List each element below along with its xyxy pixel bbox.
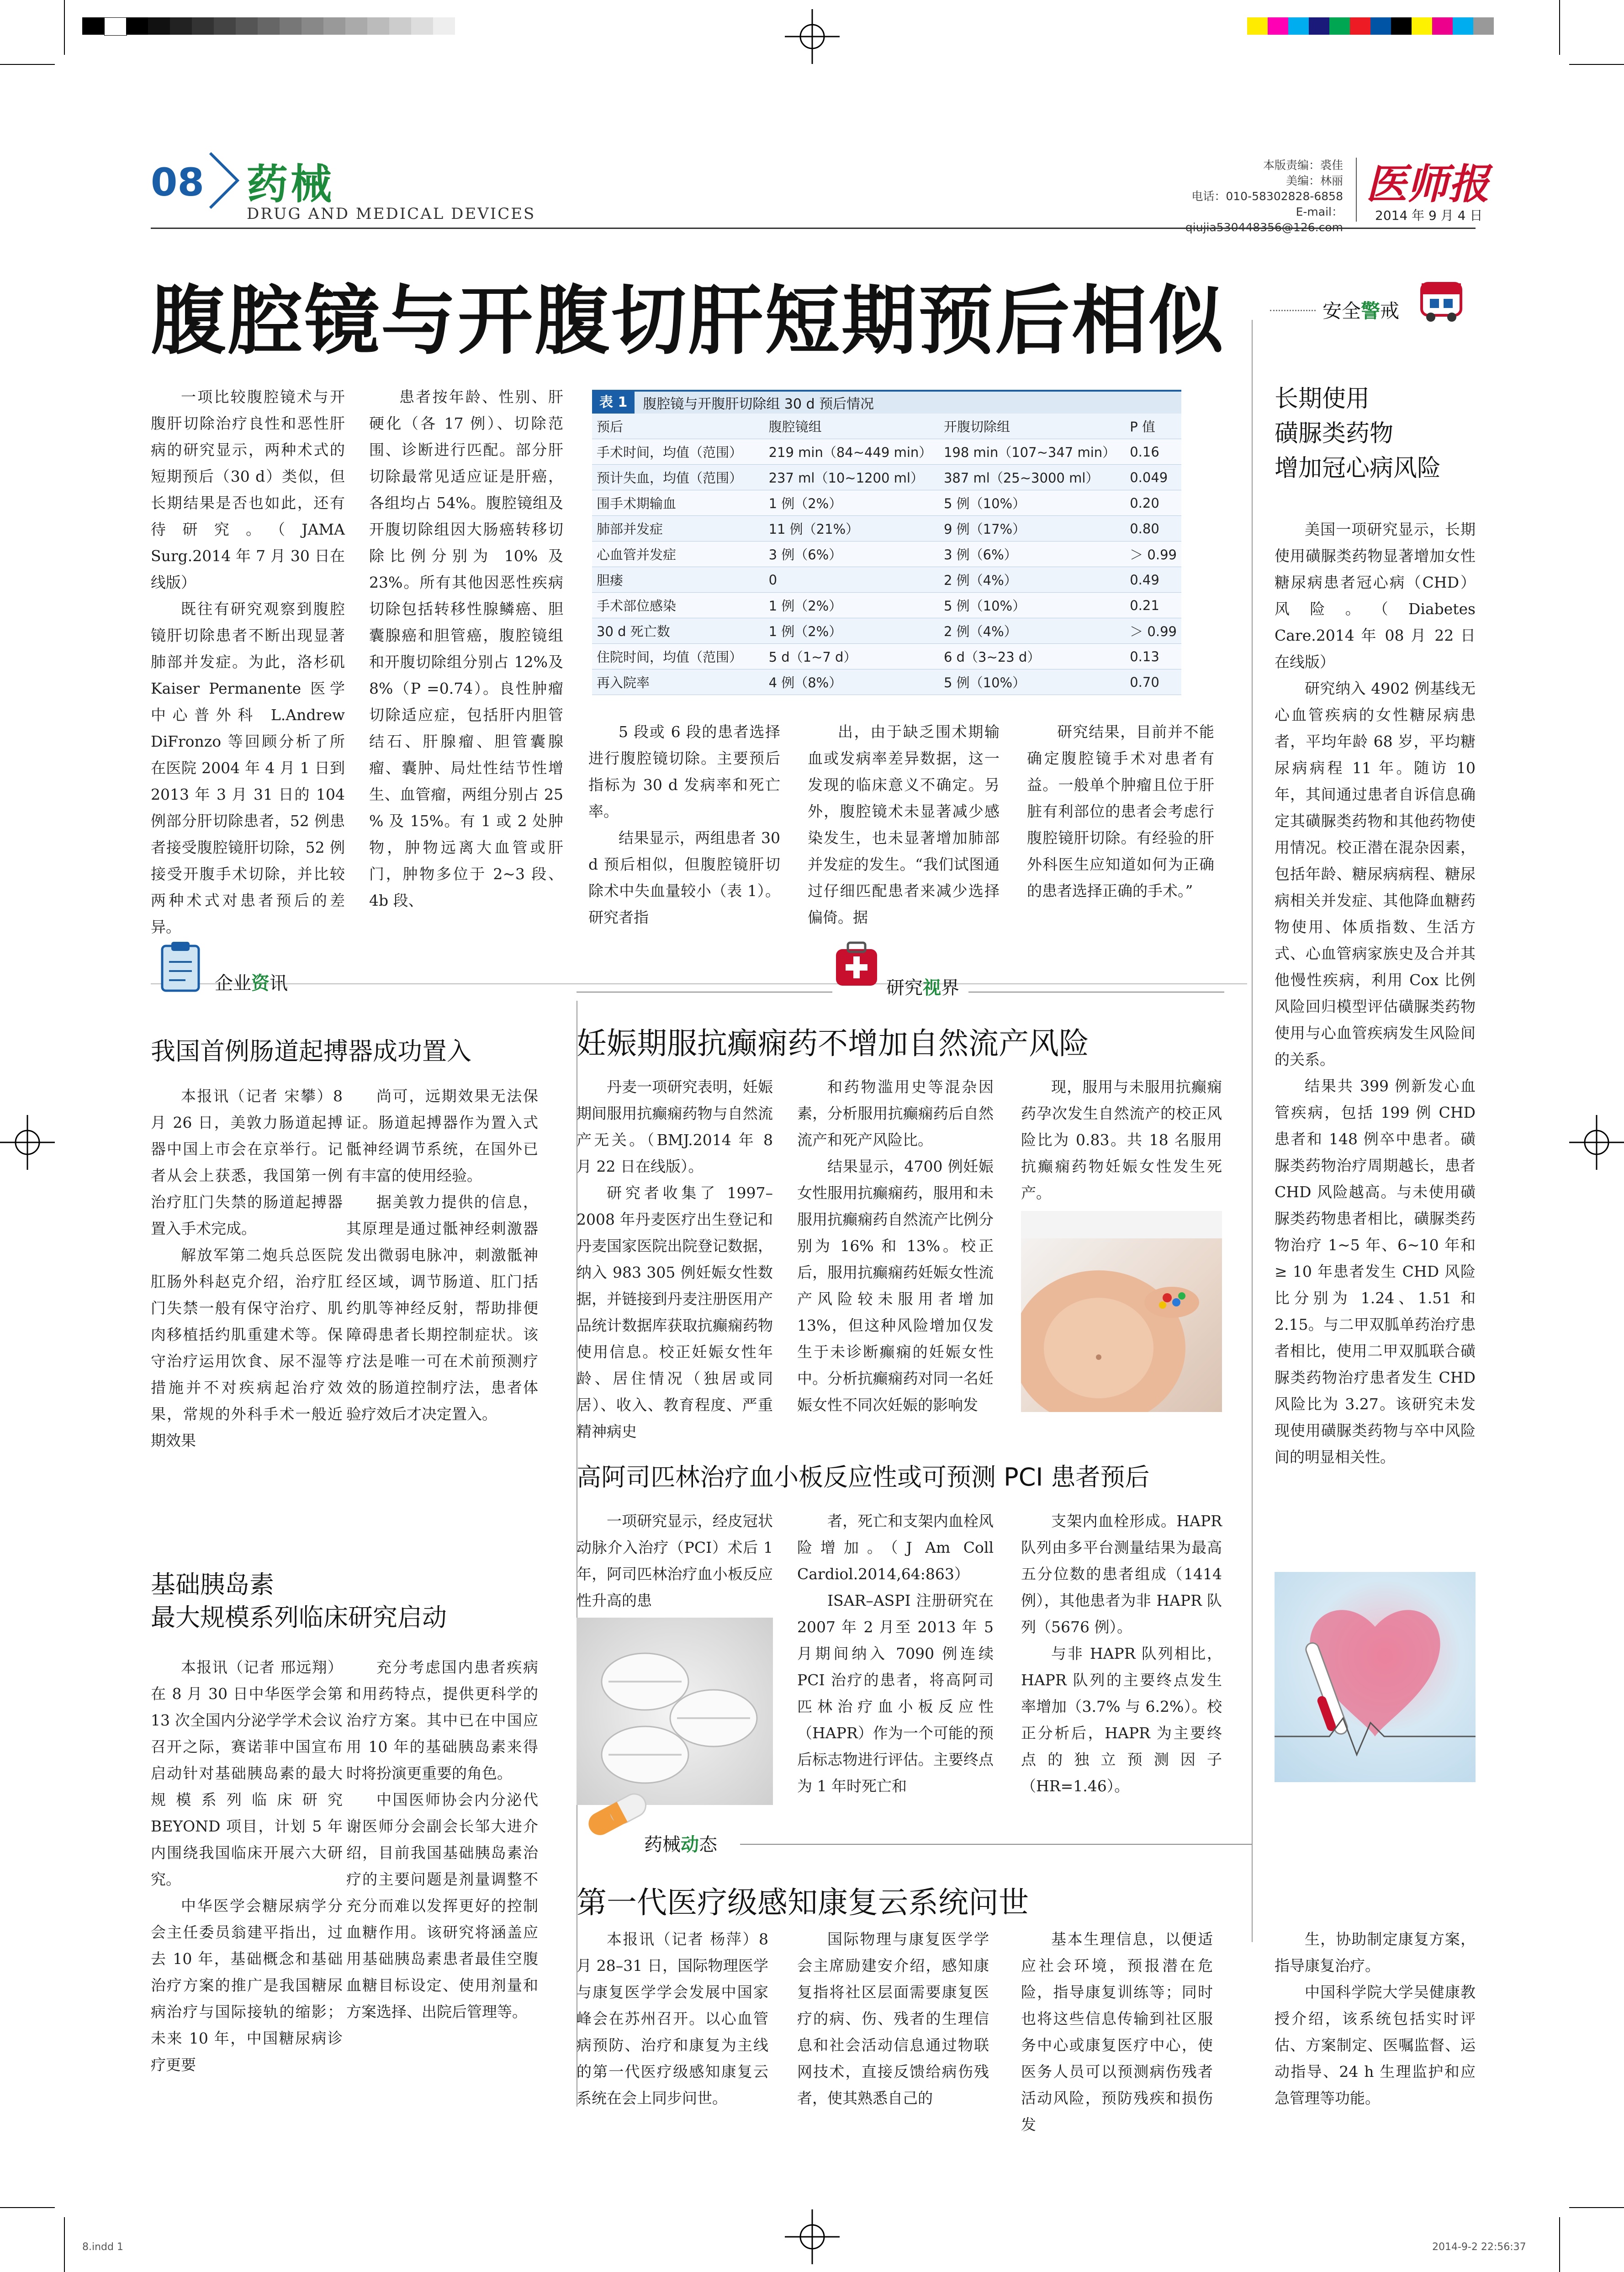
- table-row: [592, 567, 1181, 593]
- table-cell: 0.049: [1125, 465, 1181, 490]
- email-contact: E-mail：qiujia530448356@126.com: [1185, 205, 1343, 234]
- registration-mark-icon: [785, 9, 840, 64]
- aspirin-photo: [577, 1618, 773, 1805]
- main-paragraph: 5 段或 6 段的患者选择进行腹腔镜切除。主要预后指标为 30 d 发病率和死亡率。: [588, 723, 780, 820]
- enterprise-headline-1: 我国首例肠道起搏器成功置入: [151, 1037, 471, 1066]
- main-column-3: [588, 719, 780, 931]
- devices-headline: 第一代医疗级感知康复云系统问世: [577, 1885, 1029, 1920]
- heart-illustration: [1275, 1572, 1476, 1782]
- main-paragraph: 出，由于缺乏围术期输血或发病率差异数据，这一发现的临床意义不确定。另外，腹腔镜术未显著减少感染发生，也未显著增加肺部并发症的发生。“我们试图通过仔细匹配患者来减少选择偏倚。据: [808, 723, 1000, 926]
- news-paragraph: 本报讯（记者 邢远翔）在 8 月 30 日中华医学会第 13 次全国内分泌学学术会议召开之际，赛诺菲中国宣布启动针对基础胰岛素的最大规模系列临床研究 BEYOND 项目，计划 5 年内围绕我国临床开展六大研究。: [151, 1658, 343, 1888]
- phone-contact: 电话：010-58302828-6858: [1191, 190, 1343, 203]
- editor-credit: 本版责编：裘佳: [1263, 159, 1343, 172]
- table-cell: 0: [764, 567, 939, 593]
- research-paragraph: 研究者收集了 1997–2008 年丹麦医疗出生登记和丹麦国家医院出院登记数据，纳入 983 305 例妊娠女性数据，并链接到丹麦注册医用产品统计数据库获取抗癫痫药物使用信息。校正妊娠女性年龄、居住情况（独居或同居）、收入、教育程度、严重精神病史: [577, 1184, 773, 1440]
- enterprise-label: [215, 969, 288, 995]
- table-cell: 5 例（10%）: [939, 490, 1125, 516]
- table-title: 腹腔镜与开腹肝切除组 30 d 预后情况: [643, 396, 874, 412]
- table-cell: 心血管并发症: [592, 541, 764, 567]
- label-text: 戒: [1380, 300, 1400, 322]
- registration-mark-icon: [1569, 1115, 1624, 1170]
- table-cell: 387 ml（25~3000 ml）: [939, 465, 1125, 490]
- table-row: [592, 465, 1181, 490]
- safety-label: [1322, 296, 1399, 324]
- table-cell: ＞ 0.99: [1125, 618, 1181, 644]
- research-story1-col1: [577, 1074, 773, 1445]
- label-accent: 资: [251, 973, 270, 994]
- crop-mark: [1559, 2217, 1560, 2272]
- footer-timestamp: 2014-9-2 22:56:37: [1432, 2241, 1526, 2253]
- table-cell: 2 例（4%）: [939, 567, 1125, 593]
- table-cell: 198 min（107~347 min）: [939, 439, 1125, 465]
- table-cell: 1 例（2%）: [764, 593, 939, 618]
- label-accent: 动: [681, 1834, 699, 1855]
- table-cell: 5 例（10%）: [939, 669, 1125, 695]
- headline-line: 最大规模系列临床研究启动: [151, 1603, 447, 1632]
- ambulance-icon: [1416, 274, 1466, 324]
- main-paragraph: 一项比较腹腔镜术与开腹肝切除治疗良性和恶性肝病的研究显示，两种术式的短期预后（30 d）类似，但长期结果是否也如此，还有待研究。（JAMA Surg.2014 年 7 月 30 日在线版）: [151, 388, 345, 591]
- news-paragraph: 本报讯（记者 宋攀）8 月 26 日，美敦力肠道起搏器中国上市会在京举行。记者从会上获悉，我国第一例治疗肛门失禁的肠道起搏器置入手术完成。: [151, 1087, 343, 1237]
- table-cell: 5 d（1~7 d）: [764, 644, 939, 669]
- section-rule: [740, 1844, 1252, 1845]
- table-row: [592, 669, 1181, 695]
- table-cell: 预计失血，均值（范围）: [592, 465, 764, 490]
- label-text: 态: [699, 1834, 717, 1855]
- table-cell: 0.80: [1125, 516, 1181, 541]
- research-paragraph: 结果显示，4700 例妊娠女性服用抗癫痫药，服用和未服用抗癫痫药自然流产比例分别为 16% 和 13%。校正后，服用抗癫痫药妊娠女性流产风险较未服用者增加 13%，但这种风险增加仅发生于未诊断癫痫的妊娠女性中。分析抗癫痫药对同一名妊娠女性不同次妊娠的影响发: [797, 1157, 994, 1414]
- crop-mark: [1559, 0, 1560, 55]
- devices-col3: [1021, 1926, 1213, 2138]
- table-cell: 0.70: [1125, 669, 1181, 695]
- table-cell: 6 d（3~23 d）: [939, 644, 1125, 669]
- results-table: [592, 390, 1181, 695]
- table-cell: 219 min（84~449 min）: [764, 439, 939, 465]
- main-paragraph: 研究结果，目前并不能确定腹腔镜手术对患者有益。一般单个肿瘤且位于肝脏有利部位的患者会考虑行腹腔镜肝切除。有经验的肝外科医生应知道如何为正确的患者选择正确的手术。”: [1027, 723, 1214, 900]
- research-headline-2: 高阿司匹林治疗血小板反应性或可预测 PCI 患者预后: [577, 1463, 1150, 1492]
- table-cell: 3 例（6%）: [764, 541, 939, 567]
- section-rule: [968, 992, 1224, 993]
- safety-paragraph: 美国一项研究显示，长期使用磺脲类药物显著增加女性糖尿病患者冠心病（CHD）风险。（Diabetes Care.2014 年 08 月 22 日在线版）: [1275, 520, 1476, 671]
- table-cell: 手术部位感染: [592, 593, 764, 618]
- table-header-cell: 预后: [592, 414, 764, 439]
- label-text: 药械: [644, 1834, 681, 1855]
- header-credits: [1151, 158, 1343, 235]
- crop-mark: [64, 2217, 65, 2272]
- art-credit: 美编：林丽: [1285, 174, 1343, 187]
- safety-column: [1275, 516, 1476, 1470]
- enterprise-story1-col1: [151, 1083, 343, 1454]
- devices-label: [644, 1830, 717, 1856]
- devices-paragraph: 生，协助制定康复方案，指导康复治疗。: [1275, 1930, 1476, 1975]
- chevron-right-icon: [206, 151, 242, 210]
- label-text: 讯: [270, 973, 288, 994]
- label-accent: 警: [1361, 300, 1381, 322]
- issue-date: 2014 年 9 月 4 日: [1375, 208, 1483, 223]
- table-cell: 1 例（2%）: [764, 618, 939, 644]
- main-column-2: [369, 384, 563, 914]
- sidebar-divider: [1252, 320, 1253, 1942]
- section-rule: [151, 983, 1247, 984]
- research-label: [886, 973, 959, 999]
- enterprise-story2-col2: [346, 1654, 538, 2025]
- table-row: [592, 439, 1181, 465]
- crop-mark: [64, 0, 65, 55]
- registration-mark-icon: [785, 2209, 840, 2264]
- research-paragraph: 一项研究显示，经皮冠状动脉介入治疗（PCI）术后 1 年，阿司匹林治疗血小板反应性升高的患: [577, 1512, 773, 1609]
- page-number: 08: [151, 160, 204, 205]
- news-paragraph: 中国医师协会内分泌代谢医师分会副会长邹大进介绍，目前我国基础胰岛素治疗的主要问题是剂量调整不充分而难以发挥更好的控制血糖作用。该研究将涵盖应用基础胰岛素患者最佳空腹血糖目标设定、使用剂量和方案选择、出院后管理等。: [346, 1791, 538, 2021]
- newspaper-logo: 医师报: [1366, 160, 1489, 208]
- table-cell: 4 例（8%）: [764, 669, 939, 695]
- main-column-1: [151, 384, 345, 940]
- research-paragraph: 现，服用与未服用抗癫痫药孕次发生自然流产的校正风险比为 0.83。共 18 名服用抗癫痫药物妊娠女性发生死产。: [1021, 1078, 1222, 1202]
- table-cell: 5 例（10%）: [939, 593, 1125, 618]
- crop-mark: [0, 64, 55, 65]
- table-tag: 表 1: [592, 392, 635, 414]
- research-story2-col1: [577, 1508, 773, 1614]
- enterprise-headline-2: [151, 1568, 447, 1634]
- table-caption: [592, 392, 1181, 414]
- safety-paragraph: 结果共 399 例新发心血管疾病，包括 199 例 CHD 患者和 148 例卒中患者。磺脲类药物治疗周期越长，患者 CHD 风险越高。与未使用磺脲类药物患者相比，磺脲类药物治疗 1~5 年、6~10 年和 ≥ 10 年患者发生 CHD 风险比分别为 1.24、1.51 和 2.15。与二甲双胍单药治疗患者相比，使用二甲双胍联合磺脲类药物治疗患者发生 CHD 风险比为 3.27。该研究未发现使用磺脲类药物与卒中风险间的明显相关性。: [1275, 1077, 1476, 1466]
- safety-paragraph: 研究纳入 4902 例基线无心血管疾病的女性糖尿病患者，平均年龄 68 岁，平均糖尿病病程 11 年。随访 10 年，其间通过患者自诉信息确定其磺脲类药物和其他药物使用情况。校正潜在混杂因素，包括年龄、糖尿病病程、糖尿病相关并发症、其他降血糖药物使用、体质指数、生活方式、心血管病家族史及合并其他慢性疾病，利用 Cox 比例风险回归模型评估磺脲类药物使用与心血管疾病发生风险间的关系。: [1275, 679, 1476, 1068]
- table-cell: 手术时间，均值（范围）: [592, 439, 764, 465]
- devices-col2: [797, 1926, 989, 2112]
- first-aid-kit-icon: [831, 939, 882, 989]
- research-paragraph: 支架内血栓形成。HAPR 队列由多平台测量结果为最高五分位数的患者组成（1414 例），其他患者为非 HAPR 队列（5676 例）。: [1021, 1512, 1222, 1636]
- enterprise-story1-col2: [346, 1083, 538, 1428]
- table-cell: ＞ 0.99: [1125, 541, 1181, 567]
- section-subtitle: DRUG AND MEDICAL DEVICES: [247, 205, 536, 223]
- section-rule: [577, 992, 832, 993]
- main-column-5: [1027, 719, 1214, 904]
- news-paragraph: 中华医学会糖尿病学分会主任委员翁建平指出，过去 10 年，基础概念和基础治疗方案的推广是我国糖尿病治疗与国际接轨的缩影；未来 10 年，中国糖尿病诊疗更要: [151, 1897, 343, 2074]
- label-text: 研究: [886, 977, 923, 998]
- devices-paragraph: 基本生理信息，以便适应社会环境，预报潜在危险，指导康复训练等；同时也将这些信息传输到社区服务中心或康复医疗中心，使医务人员可以预测病伤残者活动风险，预防残疾和损伤发: [1021, 1930, 1213, 2134]
- registration-mark-icon: [0, 1115, 55, 1170]
- table-cell: 237 ml（10~1200 ml）: [764, 465, 939, 490]
- research-story1-col2: [797, 1074, 994, 1418]
- table-cell: 围手术期输血: [592, 490, 764, 516]
- table-row: [592, 644, 1181, 669]
- crop-mark: [1569, 64, 1624, 65]
- footer-file: 8.indd 1: [82, 2241, 123, 2253]
- headline-line: 增加冠心病风险: [1275, 455, 1441, 482]
- section-title: 药械: [247, 160, 334, 208]
- header-divider: [1356, 158, 1357, 222]
- table-header-cell: 开腹切除组: [939, 414, 1125, 439]
- table-row: [592, 516, 1181, 541]
- research-headline-1: 妊娠期服抗癫痫药不增加自然流产风险: [577, 1026, 1089, 1061]
- table-row: [592, 490, 1181, 516]
- table-header-cell: 腹腔镜组: [764, 414, 939, 439]
- crop-mark: [1569, 2207, 1624, 2208]
- devices-paragraph: 本报讯（记者 杨萍）8 月 28–31 日，国际物理医学与康复医学学会发展中国家峰会在苏州召开。以心血管病预防、治疗和康复为主线的第一代医疗级感知康复云系统在会上同步问世。: [577, 1930, 768, 2107]
- table-cell: 1 例（2%）: [764, 490, 939, 516]
- research-story2-col3: [1021, 1508, 1222, 1800]
- headline-line: 磺脲类药物: [1275, 420, 1394, 447]
- table-cell: 3 例（6%）: [939, 541, 1125, 567]
- research-story1-col3: [1021, 1074, 1222, 1206]
- table-cell: 0.49: [1125, 567, 1181, 593]
- table-cell: 2 例（4%）: [939, 618, 1125, 644]
- table-cell: 住院时间，均值（范围）: [592, 644, 764, 669]
- news-paragraph: 据美敦力提供的信息，其原理是通过骶神经刺激器发出微弱电脉冲，刺激骶神经区域，调节肠道、肛门括约肌等神经反射，帮助排便障碍患者长期控制症状。该疗法是唯一可在术前预测疗效的肠道控制疗法，患者体验疗效后才决定置入。: [346, 1193, 538, 1423]
- research-paragraph: 与非 HAPR 队列相比，HAPR 队列的主要终点发生率增加（3.7% 与 6.2%）。校正分析后，HAPR 为主要终点的独立预测因子（HR=1.46）。: [1021, 1645, 1222, 1795]
- news-paragraph: 解放军第二炮兵总医院肛肠外科赵克介绍，治疗肛门失禁一般有保守治疗、肌肉移植括约肌重建术等。保守治疗运用饮食、尿不湿等措施并不对疾病起治疗效果，常规的外科手术一般近期效果: [151, 1246, 343, 1449]
- table-cell: 0.20: [1125, 490, 1181, 516]
- enterprise-story2-col1: [151, 1654, 343, 2078]
- label-text: 界: [941, 977, 959, 998]
- table-cell: 肺部并发症: [592, 516, 764, 541]
- research-paragraph: 和药物滥用史等混杂因素，分析服用抗癫痫药后自然流产和死产风险比。: [797, 1078, 994, 1149]
- devices-paragraph: 中国科学院大学吴健康教授介绍，该系统包括实时评估、方案制定、医嘱监督、运动指导、24 h 生理监护和应急管理等功能。: [1275, 1983, 1476, 2107]
- main-paragraph: 既往有研究观察到腹腔镜肝切除患者不断出现显著肺部并发症。为此，洛杉矶 Kaiser Permanente 医学中心普外科 L.Andrew DiFronzo 等回顾分析了所在医院 2004 年 4 月 1 日到 2013 年 3 月 31 日的 104 例部分肝切除患者，52 例患者接受腹腔镜肝切除，52 例接受开腹手术切除，并比较两种术式对患者预后的差异。: [151, 600, 345, 936]
- table-header-row: [592, 414, 1181, 439]
- table-cell: 30 d 死亡数: [592, 618, 764, 644]
- label-text: 企业: [215, 973, 251, 994]
- dotted-rule: [1270, 310, 1316, 311]
- devices-col1: [577, 1926, 768, 2112]
- devices-paragraph: 国际物理与康复医学学会主席励建安介绍，感知康复指将社区层面需要康复医疗的病、伤、残者的生理信息和社会活动信息通过物联网技术，直接反馈给病伤残者，使其熟悉自己的: [797, 1930, 989, 2107]
- label-text: 安全: [1322, 300, 1361, 322]
- crop-mark: [0, 2207, 55, 2208]
- table-cell: 11 例（21%）: [764, 516, 939, 541]
- table-row: [592, 593, 1181, 618]
- table-cell: 0.13: [1125, 644, 1181, 669]
- pill-capsule-icon: [577, 1787, 668, 1837]
- devices-col4: [1275, 1926, 1476, 2112]
- table-cell: 再入院率: [592, 669, 764, 695]
- pregnancy-photo: [1021, 1211, 1222, 1412]
- clipboard-icon: [155, 939, 206, 994]
- headline-line: 基础胰岛素: [151, 1570, 274, 1599]
- research-paragraph: 丹麦一项研究表明，妊娠期间服用抗癫痫药物与自然流产无关。（BMJ.2014 年 8 月 22 日在线版）。: [577, 1078, 773, 1175]
- main-column-4: [808, 719, 1000, 931]
- headline-line: 长期使用: [1275, 385, 1370, 413]
- main-paragraph: 结果显示，两组患者 30 d 预后相似，但腹腔镜肝切除术中失血量较小（表 1）。研究者指: [588, 829, 780, 926]
- main-paragraph: 患者按年龄、性别、肝硬化（各 17 例）、切除范围、诊断进行匹配。部分肝切除最常见适应证是肝癌，各组均占 54%。腹腔镜组及开腹切除组因大肠癌转移切除比例分别为 10% 及 23%。所有其他因恶性疾病切除包括转移性腺鳞癌、胆囊腺癌和胆管癌，腹腔镜组和开腹切除组分别占 12%及 8%（P =0.74）。良性肿瘤切除适应症，包括肝内胆管结石、肝腺瘤、胆管囊腺瘤、囊肿、局灶性结节性增生、血管瘤，两组分别占 25 % 及 15%。有 1 或 2 处肿物，肿物远离大血管或肝门，肿物多位于 2~3 段、4b 段、: [369, 388, 563, 909]
- table-header-cell: P 值: [1125, 414, 1181, 439]
- table-cell: 0.16: [1125, 439, 1181, 465]
- news-paragraph: 充分考虑国内患者疾病和用药特点，提供更科学的治疗方案。其中已在中国应用 10 年的基础胰岛素来得时将扮演更重要的角色。: [346, 1658, 538, 1782]
- news-paragraph: 尚可，远期效果无法保证。肠道起搏器作为置入式骶神经调节系统，在国外已有丰富的使用经验。: [346, 1087, 538, 1184]
- table-body: [592, 414, 1181, 695]
- table-row: [592, 618, 1181, 644]
- research-paragraph: ISAR–ASPI 注册研究在 2007 年 2 月至 2013 年 5 月期间纳入 7090 例连续 PCI 治疗的患者，将高阿司匹林治疗血小板反应性（HAPR）作为一个可能的预后标志物进行评估。主要终点为 1 年时死亡和: [797, 1592, 994, 1795]
- safety-headline: [1275, 382, 1441, 486]
- table-row: [592, 541, 1181, 567]
- table-cell: 胆瘘: [592, 567, 764, 593]
- table-cell: 9 例（17%）: [939, 516, 1125, 541]
- table-cell: 0.21: [1125, 593, 1181, 618]
- research-story2-col2: [797, 1508, 994, 1800]
- research-paragraph: 者，死亡和支架内血栓风险增加。（J Am Coll Cardiol.2014,64:863）: [797, 1512, 994, 1583]
- label-accent: 视: [923, 977, 941, 998]
- main-headline: 腹腔镜与开腹切肝短期预后相似: [151, 277, 1226, 365]
